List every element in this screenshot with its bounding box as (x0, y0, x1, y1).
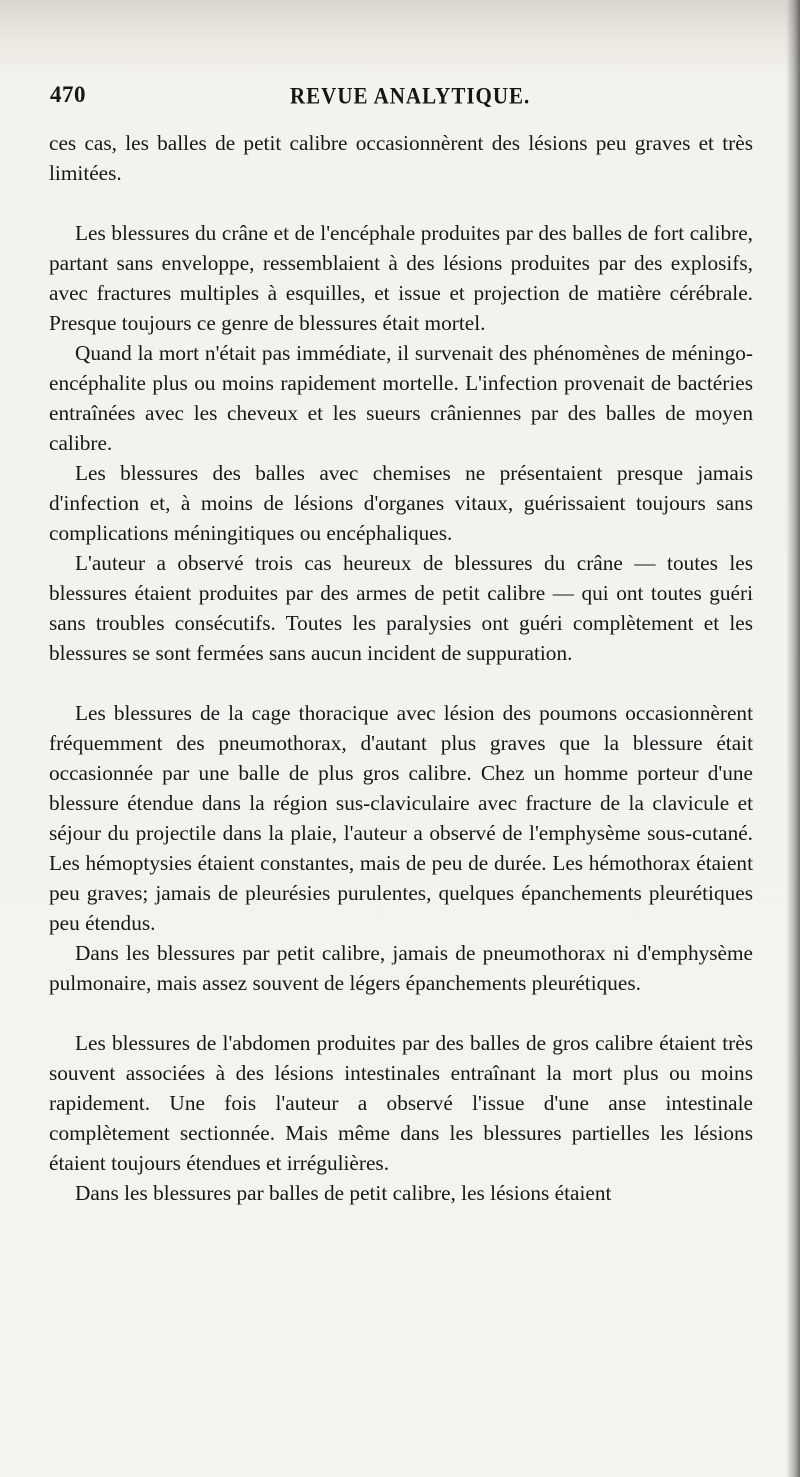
paragraph-small-calibre-abdomen: Dans les blessures par balles de petit calibre, les lésions étaient (75, 1181, 612, 1205)
paragraph-meningo-encephalitis: Quand la mort n'était pas immédiate, il survenait des phénomènes de méningo-encéphalite plus ou moins rapidement mortelle. L'infection provenait de bactéries entraînées avec les cheveux et les sueurs crâniennes par des balles de moyen calibre. (49, 341, 753, 455)
page-header (50, 82, 750, 122)
paragraph-continuation: ces cas, les balles de petit calibre occasionnèrent des lésions peu graves et très limitées. (49, 131, 753, 185)
paragraph-jacketed-bullets: Les blessures des balles avec chemises ne présentaient presque jamais d'infection et, à moins de lésions d'organes vitaux, guérissaient toujours sans complications méningitiques ou encéphaliques. (49, 461, 753, 545)
running-title: REVUE ANALYTIQUE. (290, 82, 531, 109)
paragraph-abdominal-wounds: Les blessures de l'abdomen produites par des balles de gros calibre étaient très souvent associées à des lésions intestinales entraînant la mort plus ou moins rapidement. Une fois l'auteur a observé l'issue d'une anse intestinale complètement sectionnée. Mais même dans les blessures partielles les lésions étaient toujours étendues et irrégulières. (49, 1031, 753, 1175)
article-body (49, 128, 753, 1208)
paragraph-skull-wounds: Les blessures du crâne et de l'encéphale produites par des balles de fort calibre, partant sans enveloppe, ressemblaient à des lésions produites par des explosifs, avec fractures multiples à esquilles, et issue et projection de matière cérébrale. Presque toujours ce genre de blessures était mortel. (49, 221, 753, 335)
paragraph-three-cases: L'auteur a observé trois cas heureux de blessures du crâne — toutes les blessures étaient produites par des armes de petit calibre — qui ont toutes guéri sans troubles consécutifs. Toutes les paralysies ont guéri complètement et les blessures se sont fermées sans aucun incident de suppuration. (49, 551, 753, 665)
page-number: 470 (50, 82, 86, 107)
paragraph-thoracic-wounds: Les blessures de la cage thoracique avec lésion des poumons occasionnèrent fréquemment des pneumothorax, d'autant plus graves que la blessure était occasionnée par une balle de plus gros calibre. Chez un homme porteur d'une blessure étendue dans la région sus-claviculaire avec fracture de la clavicule et séjour du projectile dans la plaie, l'auteur a observé de l'emphysème sous-cutané. Les hémoptysies étaient constantes, mais de peu de durée. Les hémothorax étaient peu graves; jamais de pleurésies purulentes, quelques épanchements pleurétiques peu étendus. (49, 701, 753, 935)
paragraph-small-calibre-thorax: Dans les blessures par petit calibre, jamais de pneumothorax ni d'emphysème pulmonaire, mais assez souvent de légers épanchements pleurétiques. (49, 941, 753, 995)
page-edge-shadow (786, 0, 800, 1477)
